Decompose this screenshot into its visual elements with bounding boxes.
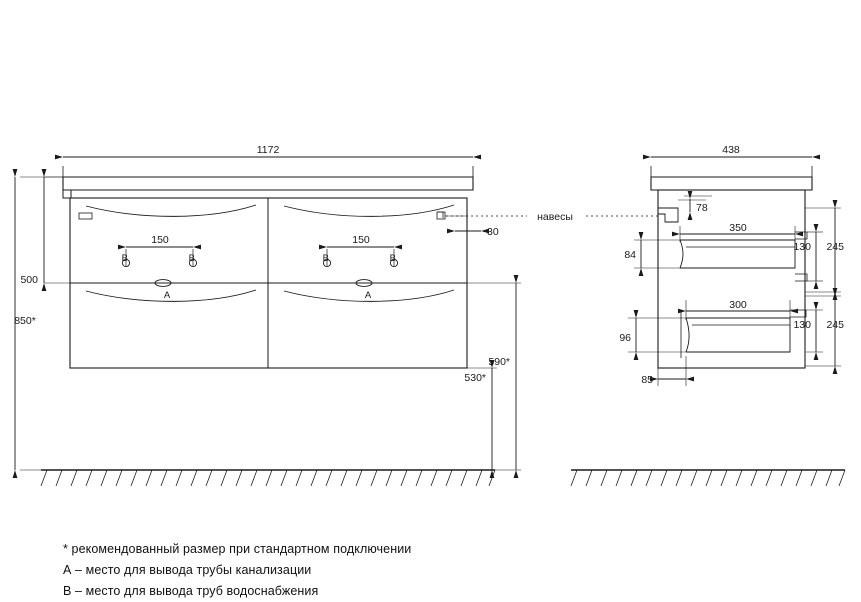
svg-text:B: B bbox=[322, 253, 329, 264]
legend bbox=[63, 539, 411, 602]
legend-line-1: * рекомендованный размер при стандартном подключении bbox=[63, 542, 412, 556]
svg-text:85: 85 bbox=[641, 374, 653, 386]
svg-text:245: 245 bbox=[826, 241, 844, 253]
dim-96 bbox=[619, 318, 686, 352]
svg-text:B: B bbox=[121, 253, 128, 264]
svg-text:245: 245 bbox=[826, 319, 844, 331]
dim-side-right-upper bbox=[793, 208, 844, 292]
svg-text:84: 84 bbox=[624, 249, 636, 261]
dim-front-right bbox=[52, 283, 521, 470]
svg-text:A: A bbox=[163, 290, 171, 301]
legend-line-2: А – место для вывода трубы канализации bbox=[63, 563, 312, 577]
svg-text:B: B bbox=[389, 253, 396, 264]
svg-text:590*: 590* bbox=[488, 356, 510, 368]
svg-text:438: 438 bbox=[722, 144, 740, 156]
svg-text:150: 150 bbox=[352, 234, 370, 246]
svg-text:850*: 850* bbox=[14, 315, 36, 327]
dim-side-depth bbox=[651, 144, 812, 178]
svg-text:A: A bbox=[364, 290, 372, 301]
dim-b-right bbox=[323, 234, 398, 267]
svg-text:навесы: навесы bbox=[537, 211, 573, 223]
svg-text:300: 300 bbox=[729, 299, 747, 311]
floor-hatch-left bbox=[41, 470, 495, 486]
svg-text:30: 30 bbox=[487, 226, 499, 238]
dim-front-width bbox=[63, 144, 473, 178]
dim-side-right-lower bbox=[793, 296, 844, 366]
svg-text:530*: 530* bbox=[464, 372, 486, 384]
floor-hatch-right bbox=[571, 470, 845, 486]
hanger-leader bbox=[446, 209, 661, 223]
svg-text:B: B bbox=[188, 253, 195, 264]
dim-30 bbox=[445, 208, 499, 240]
svg-text:150: 150 bbox=[151, 234, 169, 246]
front-view bbox=[63, 177, 473, 368]
svg-text:96: 96 bbox=[619, 332, 631, 344]
legend-line-3: В – место для вывода труб водоснабжения bbox=[63, 584, 319, 598]
svg-text:130: 130 bbox=[793, 241, 811, 253]
dim-front-height bbox=[14, 177, 70, 470]
dim-78 bbox=[678, 196, 712, 214]
dim-300 bbox=[686, 299, 790, 320]
side-view bbox=[651, 177, 812, 368]
dim-350 bbox=[680, 222, 795, 242]
dim-84 bbox=[624, 240, 680, 268]
svg-text:130: 130 bbox=[793, 319, 811, 331]
svg-text:78: 78 bbox=[696, 202, 708, 214]
dim-b-left bbox=[122, 234, 197, 267]
svg-text:1172: 1172 bbox=[256, 144, 280, 156]
svg-text:350: 350 bbox=[729, 222, 747, 234]
dim-85 bbox=[641, 356, 686, 386]
svg-text:500: 500 bbox=[20, 274, 38, 286]
